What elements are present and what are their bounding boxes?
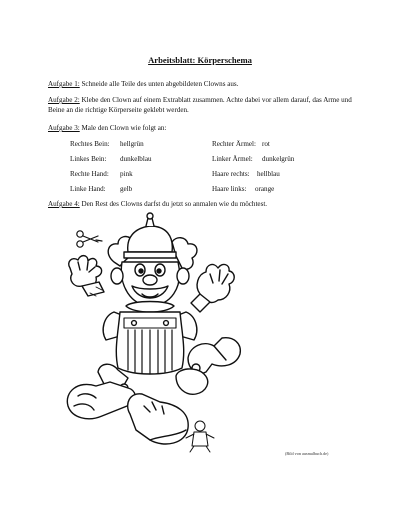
- clown-head: [108, 213, 197, 306]
- clown-right-shoe: [128, 394, 189, 444]
- table-color: dunkelblau: [120, 155, 152, 163]
- task-2-label: Aufgabe 2:: [48, 96, 80, 104]
- table-part: Rechtes Bein:: [70, 140, 110, 148]
- task-3-label: Aufgabe 3:: [48, 124, 80, 132]
- task-1-label: Aufgabe 1:: [48, 80, 80, 88]
- task-4-text: Den Rest des Clowns darfst du jetzt so anmalen wie du möchtest.: [79, 200, 268, 208]
- table-color: orange: [255, 185, 275, 193]
- table-color: gelb: [120, 185, 133, 193]
- table-part: Rechter Ärmel:: [212, 140, 256, 148]
- task-4-label: Aufgabe 4:: [48, 200, 80, 208]
- table-part: Rechte Hand:: [70, 170, 109, 178]
- clown-right-leg: [176, 338, 240, 395]
- clown-left-hand: [69, 256, 104, 296]
- task-1-text: Schneide alle Teile des unten abgebildeten Clowns aus.: [79, 80, 239, 88]
- table-color: pink: [120, 170, 133, 178]
- task-2-text: Klebe den Clown auf einem Extrablatt zusammen. Achte dabei vor allem darauf, das Arme und Beine an die richtige Körperseite geklebt werden.: [48, 96, 352, 114]
- table-color: hellgrün: [120, 140, 144, 148]
- small-clown-icon: [186, 421, 214, 452]
- table-color: rot: [262, 140, 270, 148]
- task-3-text: Male den Clown wie folgt an:: [79, 124, 167, 132]
- clown-right-hand: [191, 264, 234, 312]
- table-part: Linke Hand:: [70, 185, 106, 193]
- table-color: dunkelgrün: [262, 155, 295, 163]
- table-part: Haare links:: [212, 185, 247, 193]
- image-credit: (Bild von ausmalbuch.de): [285, 451, 329, 456]
- scissors-icon: [77, 231, 102, 247]
- table-part: Linker Ärmel:: [212, 155, 253, 163]
- worksheet-title: Arbeitsblatt: Körperschema: [148, 55, 252, 65]
- table-part: Haare rechts:: [212, 170, 250, 178]
- clown-left-leg: [67, 364, 135, 419]
- table-part: Linkes Bein:: [70, 155, 107, 163]
- table-color: hellblau: [257, 170, 280, 178]
- clown-body: [103, 302, 197, 375]
